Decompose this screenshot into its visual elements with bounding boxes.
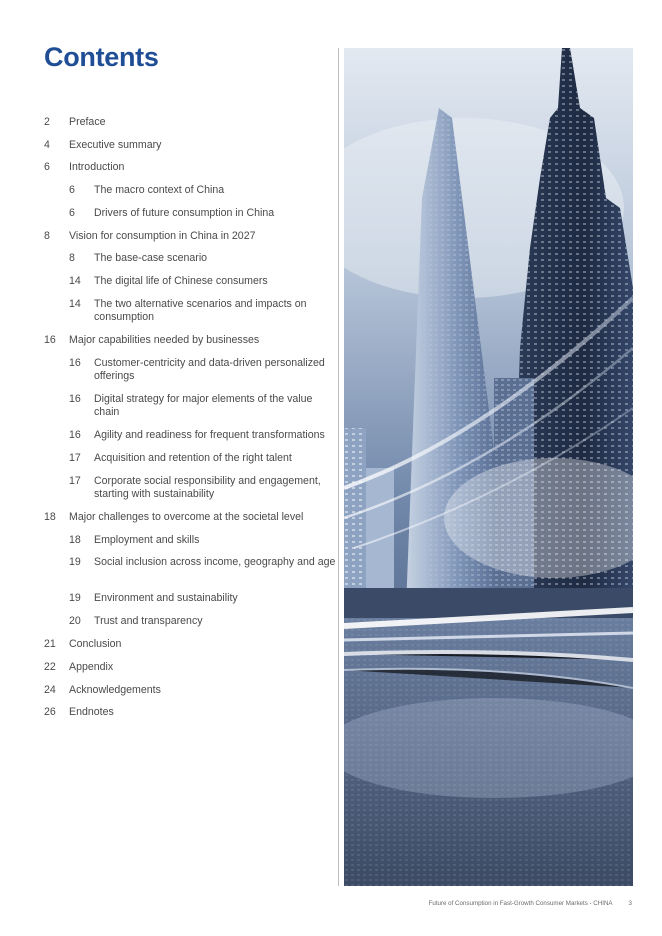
toc-page-number: 24 <box>44 684 56 696</box>
toc-entry-label: Drivers of future consumption in China <box>94 207 275 219</box>
toc-entry-label: The two alternative scenarios and impacts on consumption <box>94 298 307 323</box>
toc-entry <box>44 139 338 152</box>
toc-entry-label: Appendix <box>69 661 114 673</box>
toc-entry <box>44 298 338 323</box>
toc-page-number: 8 <box>44 230 50 242</box>
toc-page-number: 4 <box>44 139 50 151</box>
toc-entry-label: Introduction <box>69 161 125 173</box>
toc-entry-label: The digital life of Chinese consumers <box>94 275 268 287</box>
toc-page-number: 16 <box>69 429 81 441</box>
toc-entry <box>44 116 338 129</box>
toc-entry <box>44 207 338 220</box>
toc-entry <box>44 684 338 697</box>
toc-page-number: 6 <box>44 161 50 173</box>
toc-entry <box>44 592 338 605</box>
toc-entry <box>44 556 338 569</box>
toc-entry-label: Vision for consumption in China in 2027 <box>69 230 256 242</box>
toc-entry-label: Agility and readiness for frequent transformations <box>94 429 325 441</box>
toc-page-number: 26 <box>44 706 56 718</box>
toc-page-number: 6 <box>69 207 75 219</box>
toc-entry-label: Acquisition and retention of the right talent <box>94 452 292 464</box>
city-skyline-photo <box>344 48 633 886</box>
toc-entry <box>44 275 338 288</box>
toc-entry <box>44 452 338 465</box>
page-title: Contents <box>44 42 159 72</box>
toc-page-number: 22 <box>44 661 56 673</box>
toc-entry-label: Digital strategy for major elements of the value chain <box>94 393 313 418</box>
toc-page-number: 18 <box>44 511 56 523</box>
toc-page-number: 14 <box>69 275 81 287</box>
toc-entry <box>44 334 338 347</box>
toc-entry <box>44 184 338 197</box>
toc-entry <box>44 615 338 628</box>
page-footer <box>429 900 632 907</box>
toc-entry <box>44 252 338 265</box>
toc-entry-label: Trust and transparency <box>94 615 203 627</box>
toc-entry-label: Executive summary <box>69 139 162 151</box>
toc-entry <box>44 429 338 442</box>
footer-report-title: Future of Consumption in Fast-Growth Consumer Markets - CHINA <box>428 900 613 907</box>
toc-entry <box>44 661 338 674</box>
toc-page-number: 19 <box>69 592 81 604</box>
toc-entry-label: Social inclusion across income, geography and age <box>94 556 336 568</box>
toc-page-number: 16 <box>69 357 81 369</box>
toc-entry <box>44 475 338 500</box>
toc-entry-label: Conclusion <box>69 638 122 650</box>
toc-entry <box>44 638 338 651</box>
toc-page-number: 8 <box>69 252 75 264</box>
toc-entry-label: The macro context of China <box>94 184 225 196</box>
toc-entry-label: Corporate social responsibility and engagement, starting with sustainability <box>94 475 321 500</box>
toc-entry-label: Major challenges to overcome at the societal level <box>69 511 304 523</box>
toc-entry <box>44 511 338 524</box>
toc-page-number: 14 <box>69 298 81 310</box>
toc-entry <box>44 161 338 174</box>
toc-entry <box>44 230 338 243</box>
toc-entry-label: Employment and skills <box>94 534 200 546</box>
toc-page-number: 6 <box>69 184 75 196</box>
column-divider <box>338 48 339 886</box>
toc-page-number: 19 <box>69 556 81 568</box>
toc-entry-label: Acknowledgements <box>69 684 161 696</box>
toc-entry-label: The base-case scenario <box>94 252 208 264</box>
toc-page-number: 2 <box>44 116 50 128</box>
toc-entry-label: Environment and sustainability <box>94 592 238 604</box>
toc-page-number: 17 <box>69 475 81 487</box>
toc-entry-label: Customer-centricity and data-driven personalized offerings <box>94 357 325 382</box>
toc-page-number: 20 <box>69 615 81 627</box>
toc-entry <box>44 534 338 547</box>
toc-page-number: 16 <box>69 393 81 405</box>
toc-page-number: 21 <box>44 638 56 650</box>
toc-entry-label: Preface <box>69 116 106 128</box>
toc-entry <box>44 393 338 418</box>
toc-entry <box>44 357 338 382</box>
toc-entry-label: Endnotes <box>69 706 114 718</box>
toc-entry <box>44 706 338 719</box>
toc-page-number: 17 <box>69 452 81 464</box>
toc-entry-label: Major capabilities needed by businesses <box>69 334 260 346</box>
toc-page-number: 18 <box>69 534 81 546</box>
footer-page-number: 3 <box>628 900 632 907</box>
toc-page-number: 16 <box>44 334 56 346</box>
